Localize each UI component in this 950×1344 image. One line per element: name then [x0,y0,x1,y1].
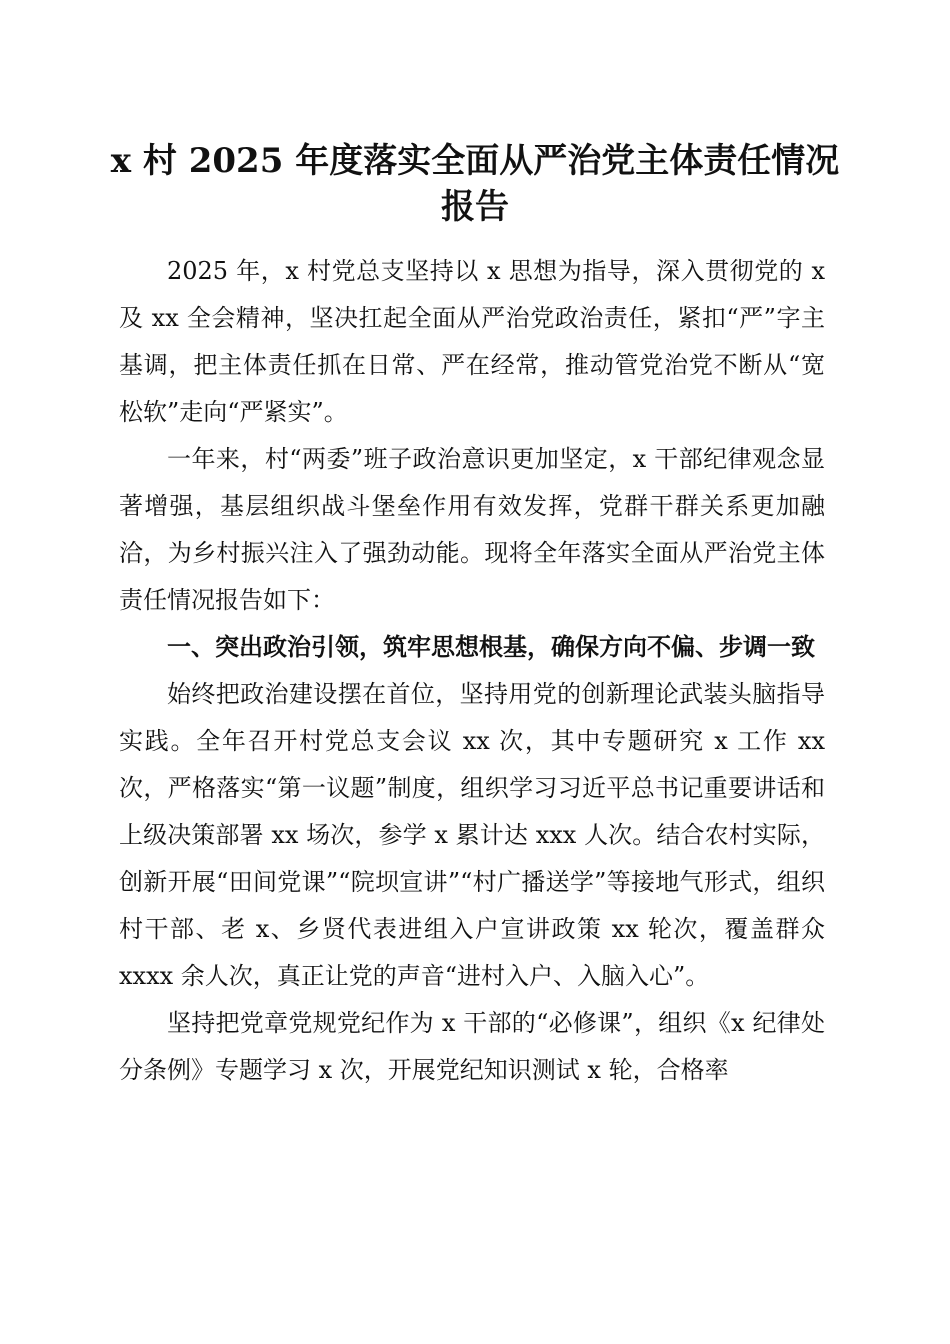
body-paragraph-summary: 一年来，村“两委”班子政治意识更加坚定，x 干部纪律观念显著增强，基层组织战斗堡垒作用有效发挥，党群干群关系更加融洽，为乡村振兴注入了强劲动能。现将全年落实全面从严治党主体责任情况报告如下： [119,445,825,614]
document-body [119,248,825,1094]
body-paragraph-intro: 2025 年，x 村党总支坚持以 x 思想为指导，深入贯彻党的 x 及 xx 全会精神，坚决扛起全面从严治党政治责任，紧扣“严”字主基调，把主体责任抓在日常、严在经常，推动管党治党不断从“宽松软”走向“严紧实”。 [119,257,825,426]
body-paragraph-political-building: 始终把政治建设摆在首位，坚持用党的创新理论武装头脑指导实践。全年召开村党总支会议 xx 次，其中专题研究 x 工作 xx 次，严格落实“第一议题”制度，组织学习习近平总书记重要讲话和上级决策部署 xx 场次，参学 x 累计达 xxx 人次。结合农村实际，创新开展“田间党课”“院坝宣讲”“村广播送学”等接地气形式，组织村干部、老 x、乡贤代表进组入户宣讲政策 xx 轮次，覆盖群众 xxxx 余人次，真正让党的声音“进村入户、入脑入心”。 [119,680,825,990]
section-heading-1: 一、突出政治引领，筑牢思想根基，确保方向不偏、步调一致 [167,633,815,661]
document-title-line-1: x 村 2025 年度落实全面从严治党主体责任情况 [110,141,840,181]
body-paragraph-party-discipline: 坚持把党章党规党纪作为 x 干部的“必修课”，组织《x 纪律处分条例》专题学习 x 次，开展党纪知识测试 x 轮，合格率 [119,1009,825,1084]
document-title-line-2: 报告 [441,187,509,227]
